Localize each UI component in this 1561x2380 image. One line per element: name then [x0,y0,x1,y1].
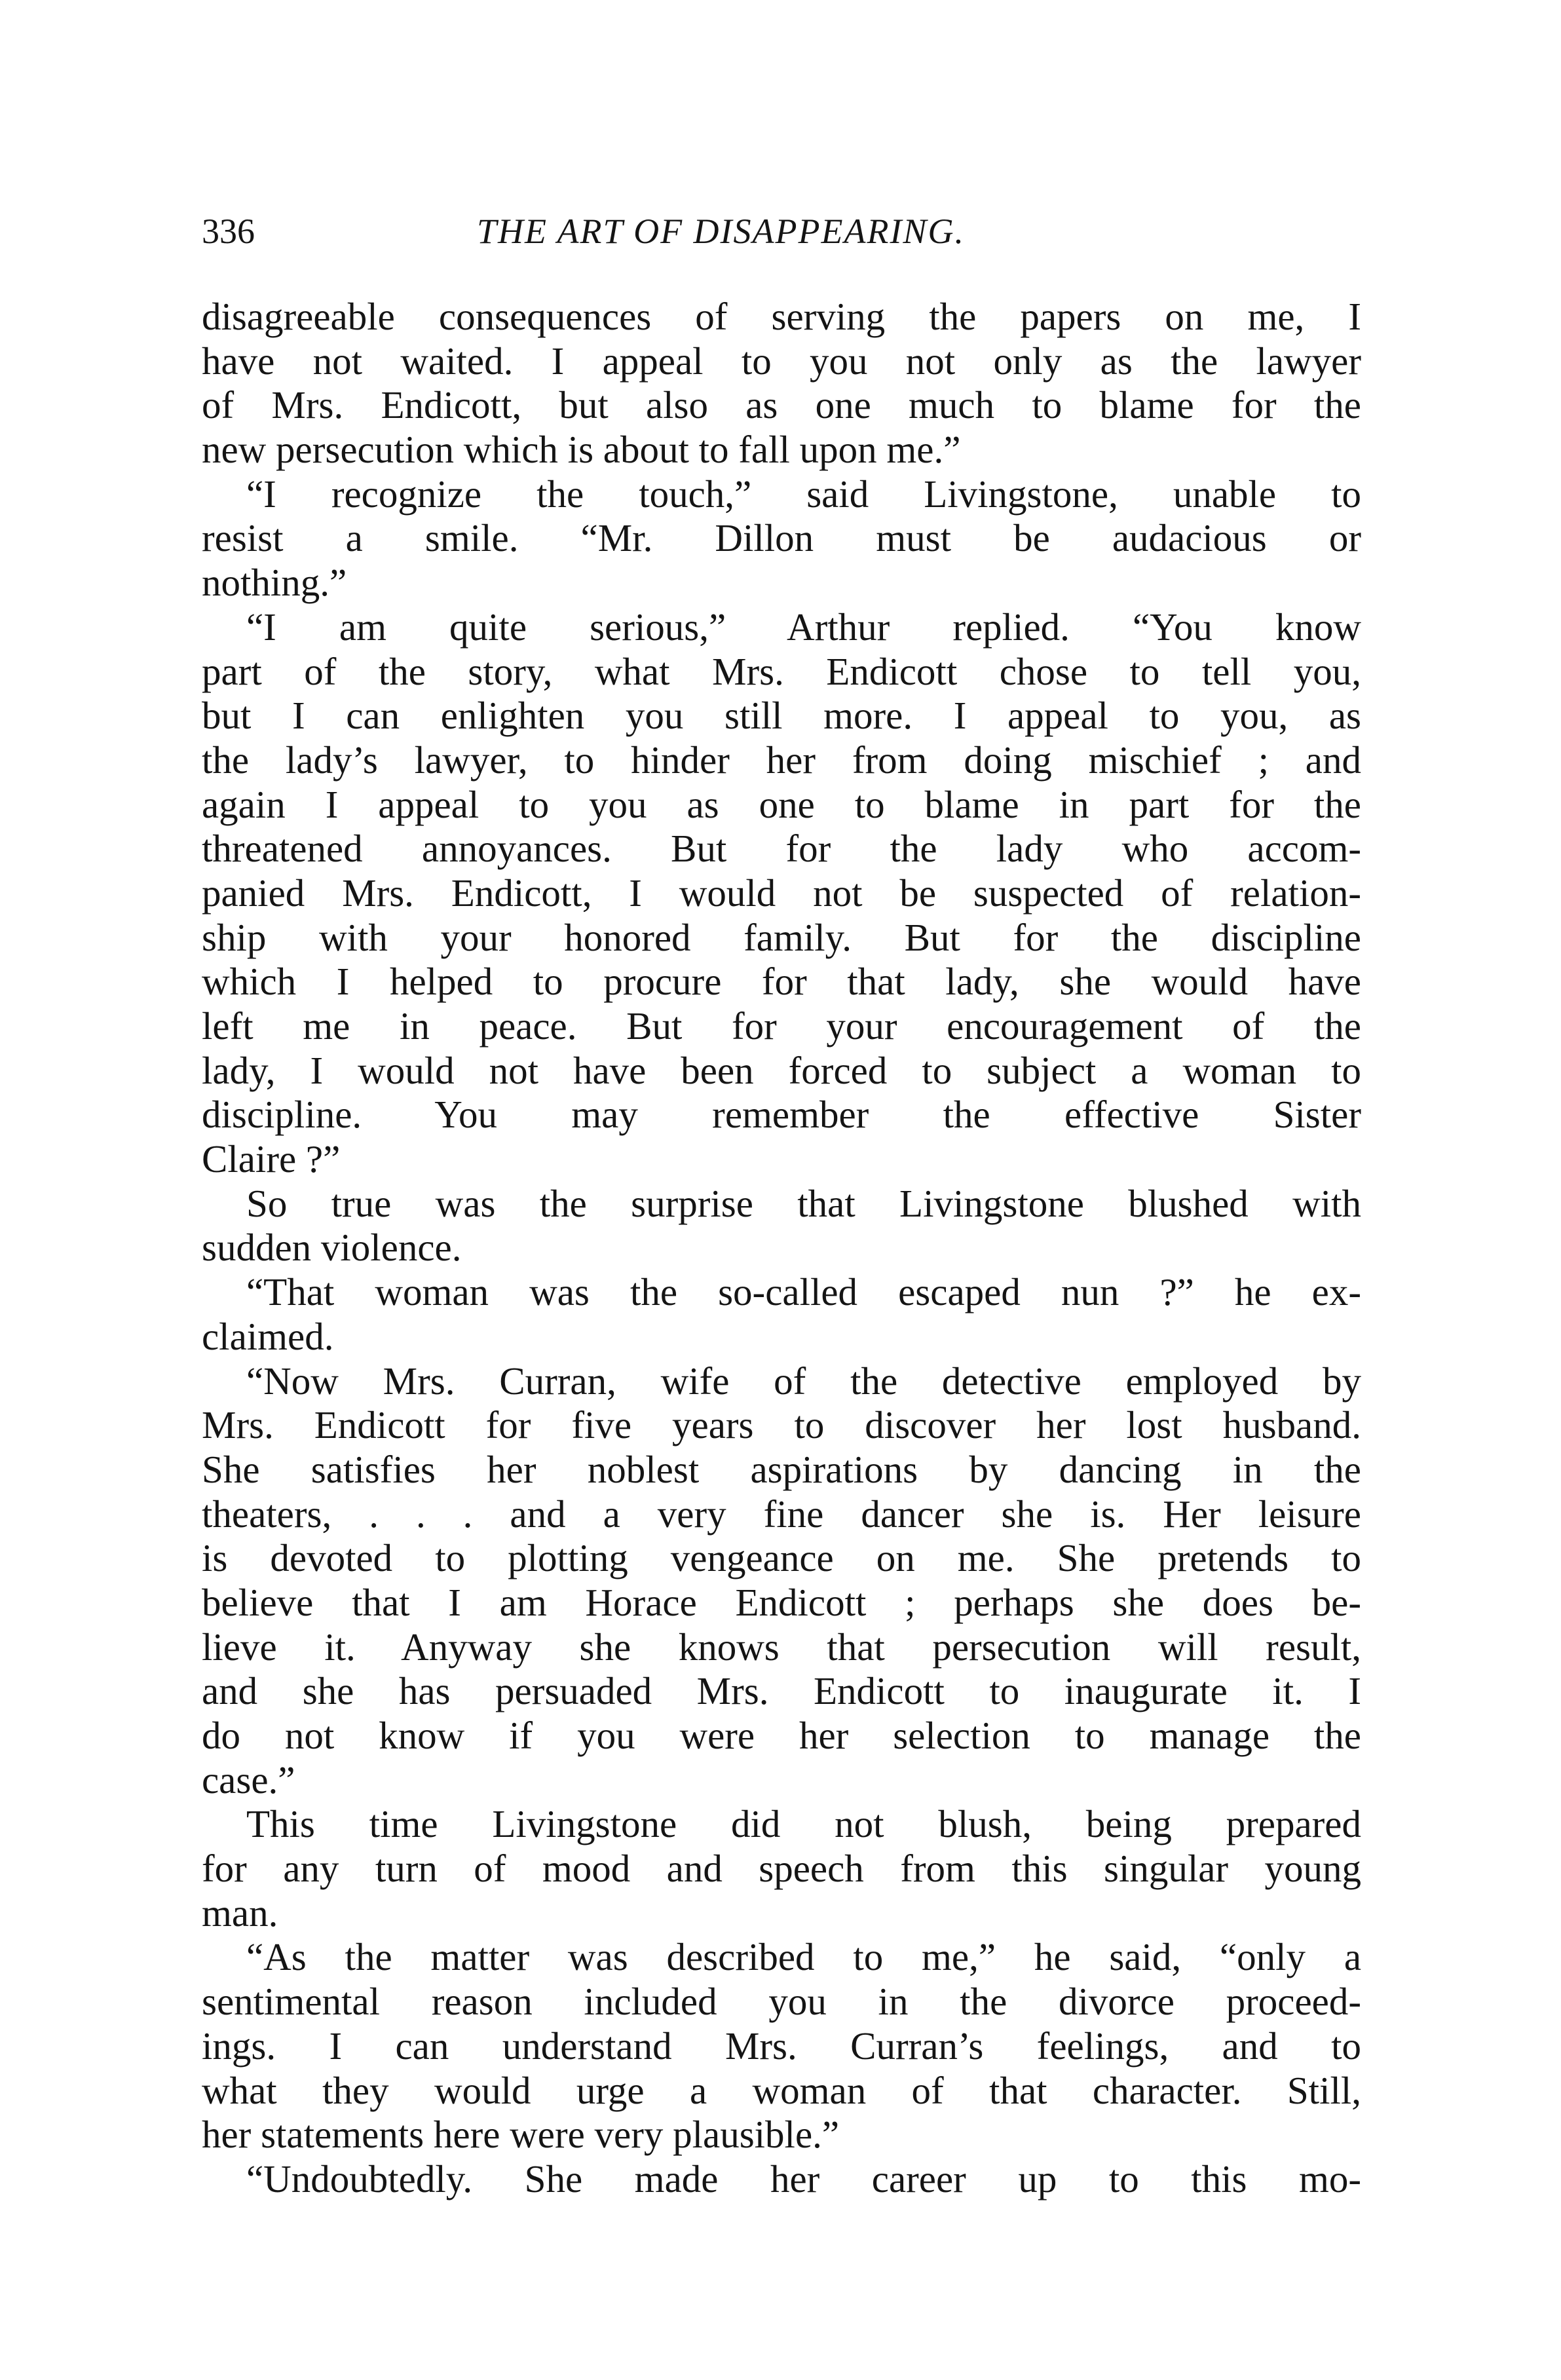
text-line: “Now Mrs. Curran, wife of the detective employed by [246,1359,1361,1403]
text-line: panied Mrs. Endicott, I would not be suspected of relation- [202,871,1361,915]
text-line: discipline. You may remember the effective Sister [202,1093,1361,1137]
text-line: So true was the surprise that Livingstone blushed with [246,1181,1361,1225]
text-line: do not know if you were her selection to manage the [202,1714,1361,1757]
text-line: theaters, . . . and a very fine dancer she is. Her leisure [202,1492,1361,1536]
text-line: “I recognize the touch,” said Livingstone, unable to [246,472,1361,516]
text-line: left me in peace. But for your encouragement of the [202,1004,1361,1048]
text-line: believe that I am Horace Endicott ; perhaps she does be- [202,1580,1361,1624]
text-line: the lady’s lawyer, to hinder her from doing mischief ; and [202,738,1361,782]
text-line: Claire ?” [202,1137,341,1181]
text-line: part of the story, what Mrs. Endicott chose to tell you, [202,649,1361,693]
text-line: nothing.” [202,561,347,605]
text-line: what they would urge a woman of that character. Still, [202,2068,1361,2112]
text-line: claimed. [202,1314,334,1358]
text-line: again I appeal to you as one to blame in part for the [202,782,1361,826]
text-line: case.” [202,1758,295,1802]
text-line: her statements here were very plausible.” [202,2113,840,2157]
text-line: of Mrs. Endicott, but also as one much to blame for the [202,383,1361,427]
text-line: lady, I would not have been forced to subject a woman to [202,1048,1361,1092]
text-line: sudden violence. [202,1226,462,1270]
text-line: is devoted to plotting vengeance on me. She pretends to [202,1536,1361,1580]
page-body [202,295,1361,2202]
text-line: and she has persuaded Mrs. Endicott to inaugurate it. I [202,1669,1361,1713]
text-line: new persecution which is about to fall upon me.” [202,428,961,472]
text-line: “I am quite serious,” Arthur replied. “You know [246,605,1361,649]
text-line: “Undoubtedly. She made her career up to this mo- [246,2157,1361,2201]
text-line: disagreeable consequences of serving the papers on me, I [202,295,1361,338]
text-line: This time Livingstone did not blush, being prepared [246,1802,1361,1846]
running-head: THE ART OF DISAPPEARING. [477,212,965,251]
text-line: which I helped to procure for that lady, she would have [202,960,1361,1004]
text-line: Mrs. Endicott for five years to discover her lost husband. [202,1403,1361,1447]
text-line: but I can enlighten you still more. I appeal to you, as [202,694,1361,738]
text-line: man. [202,1891,278,1935]
page-number: 336 [202,212,255,251]
text-line: threatened annoyances. But for the lady who accom- [202,827,1361,871]
page-header [202,208,1361,254]
text-line: have not waited. I appeal to you not only as the lawyer [202,339,1361,383]
text-line: ings. I can understand Mrs. Curran’s feelings, and to [202,2024,1361,2068]
text-line: “As the matter was described to me,” he said, “only a [246,1935,1361,1979]
text-line: ship with your honored family. But for the discipline [202,915,1361,959]
text-line: She satisfies her noblest aspirations by dancing in the [202,1447,1361,1491]
text-line: resist a smile. “Mr. Dillon must be audacious or [202,516,1361,560]
text-line: “That woman was the so-called escaped nun ?” he ex- [246,1270,1361,1314]
text-line: lieve it. Anyway she knows that persecution will result, [202,1625,1361,1669]
text-line: for any turn of mood and speech from this singular young [202,1847,1361,1891]
text-line: sentimental reason included you in the divorce proceed- [202,1980,1361,2024]
